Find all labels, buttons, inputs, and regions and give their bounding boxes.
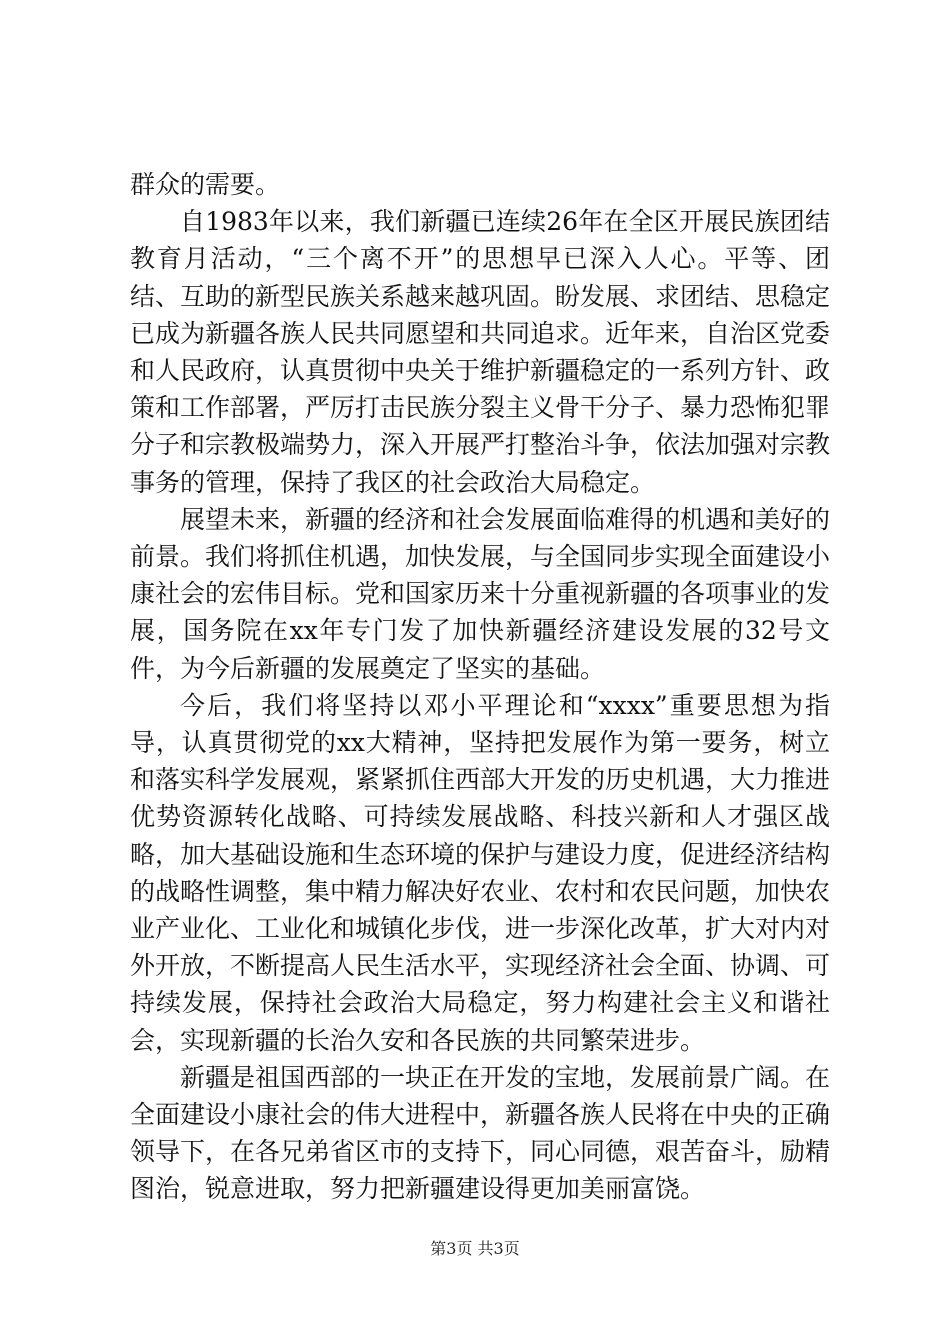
document-body [130,166,830,1208]
paragraph-future-plan: 今后，我们将坚持以邓小平理论和“xxxx”重要思想为指导，认真贯彻党的xx大精神，坚持把发展作为第一要务，树立和落实科学发展观，紧紧抓住西部大开发的历史机遇，大力推进优势资源转化战略、可持续发展战略、科技兴新和人才强区战略，加大基础设施和生态环境的保护与建设力度，促进经济结构的战略性调整，集中精力解决好农业、农村和农民问题，加快农业产业化、工业化和城镇化步伐，进一步深化改革，扩大对内对外开放，不断提高人民生活水平，实现经济社会全面、协调、可持续发展，保持社会政治大局稳定，努力构建社会主义和谐社会，实现新疆的长治久安和各民族的共同繁荣进步。 [130,690,831,1055]
paragraph-continuation: 群众的需要。 [130,170,281,199]
page-footer: 第3页 共3页 [430,1239,520,1258]
paragraph-conclusion: 新疆是祖国西部的一块正在开发的宝地，发展前景广阔。在全面建设小康社会的伟大进程中，新疆各族人民将在中央的正确领导下，在各兄弟省区市的支持下，同心同德，艰苦奋斗，励精图治，锐意进取，努力把新疆建设得更加美丽富饶。 [130,1062,831,1204]
paragraph-outlook: 展望未来，新疆的经济和社会发展面临难得的机遇和美好的前景。我们将抓住机遇，加快发展，与全国同步实现全面建设小康社会的宏伟目标。党和国家历来十分重视新疆的各项事业的发展，国务院在xx年专门发了加快新疆经济建设发展的32号文件，为今后新疆的发展奠定了坚实的基础。 [130,504,831,683]
paragraph-ethnic-unity: 自1983年以来，我们新疆已连续26年在全区开展民族团结教育月活动，“三个离不开”的思想早已深入人心。平等、团结、互助的新型民族关系越来越巩固。盼发展、求团结、思稳定已成为新疆各族人民共同愿望和共同追求。近年来，自治区党委和人民政府，认真贯彻中央关于维护新疆稳定的一系列方针、政策和工作部署，严厉打击民族分裂主义骨干分子、暴力恐怖犯罪分子和宗教极端势力，深入开展严打整治斗争，依法加强对宗教事务的管理，保持了我区的社会政治大局稳定。 [130,207,831,497]
